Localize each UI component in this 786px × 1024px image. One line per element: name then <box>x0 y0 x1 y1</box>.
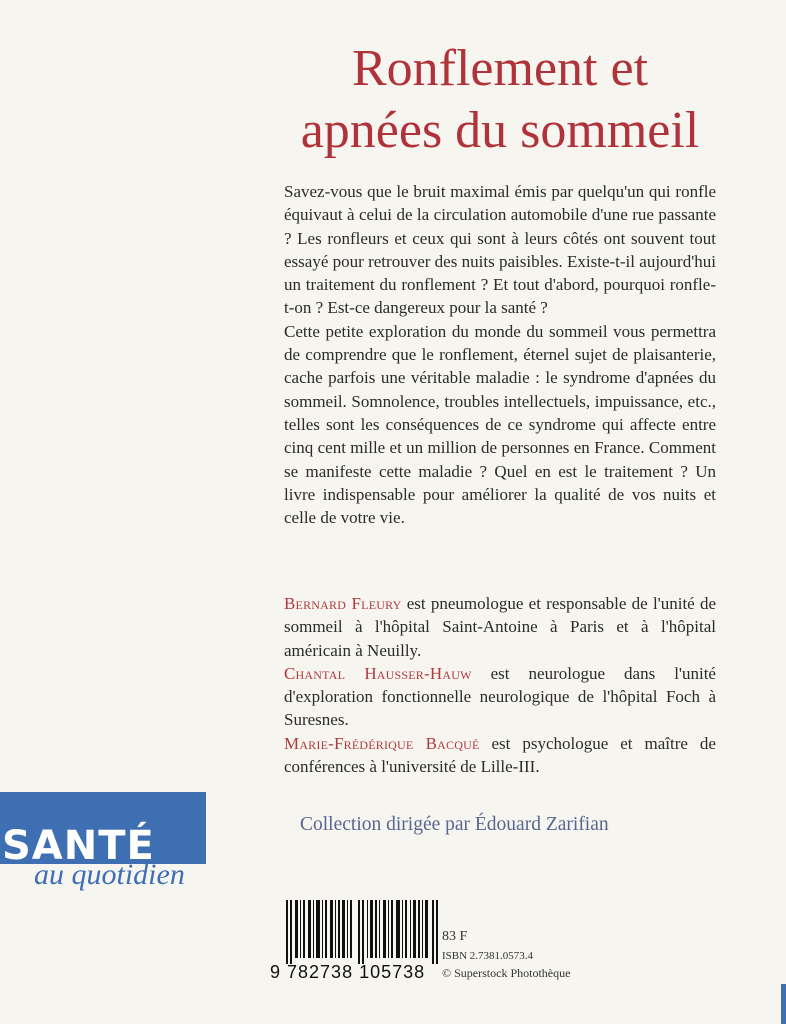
author-bio-2 <box>284 662 716 732</box>
book-title <box>250 38 750 162</box>
author-name-2: Chantal Hausser-Hauw <box>284 663 472 683</box>
summary-text <box>284 180 716 529</box>
author-bio-3 <box>284 732 716 779</box>
collection-editor: Collection dirigée par Édouard Zarifian <box>300 814 609 835</box>
author-name-3: Marie-Frédérique Bacqué <box>284 733 480 753</box>
isbn-label: ISBN 2.7381.0573.4 <box>442 950 534 962</box>
author-description-3: est psychologue et maître de conférences à l'université de Lille-III. <box>284 733 716 777</box>
summary-paragraph-2: Cette petite exploration du monde du sommeil vous permettra de comprendre que le ronflement, éternel sujet de plaisanterie, cache parfois une véritable maladie : le syndrome d'apnées du sommeil. Somnolence, troubles intellectuels, impuissance, etc., telles sont les conséquences de ce syndrome qui affecte entre cinq cent mille et un million de personnes en France. Comment se manifeste cette maladie ? Quel en est le traitement ? Un livre indispensable pour améliorer la qualité de vos nuits et celle de votre vie. <box>284 321 716 528</box>
book-title-line-2: apnées du sommeil <box>300 102 700 159</box>
barcode-digits: 9 782738 105738 <box>270 962 426 982</box>
series-logo-subtitle: au quotidien <box>34 858 185 891</box>
author-description-2: est neurologue dans l'unité d'exploration fonctionnelle neurologique de l'hôpital Foch à Suresnes. <box>284 663 716 730</box>
author-bio-1 <box>284 592 716 662</box>
author-bios <box>284 592 716 778</box>
series-logo-word: SANTÉ <box>2 823 155 869</box>
edge-color-mark <box>781 984 786 1024</box>
barcode-image <box>286 900 440 964</box>
photo-credit: © Superstock Photothèque <box>442 966 571 980</box>
author-name-1: Bernard Fleury <box>284 594 402 613</box>
price-label: 83 F <box>442 929 468 944</box>
summary-paragraph-1: Savez-vous que le bruit maximal émis par quelqu'un qui ronfle équivaut à celui de la circulation automobile d'une rue passante ? Les ronfleurs et ceux qui sont à leurs côtés ont souvent tout essayé pour retrouver des nuits paisibles. Existe-t-il aujourd'hui un traitement du ronflement ? Et tout d'abord, pourquoi ronfle-t-on ? Est-ce dangereux pour la santé ? <box>284 182 716 318</box>
book-title-line-1: Ronflement et <box>351 40 649 97</box>
author-description-1: est pneumologue et responsable de l'unité de sommeil à l'hôpital Saint-Antoine à Paris et à l'hôpital américain à Neuilly. <box>284 594 717 660</box>
